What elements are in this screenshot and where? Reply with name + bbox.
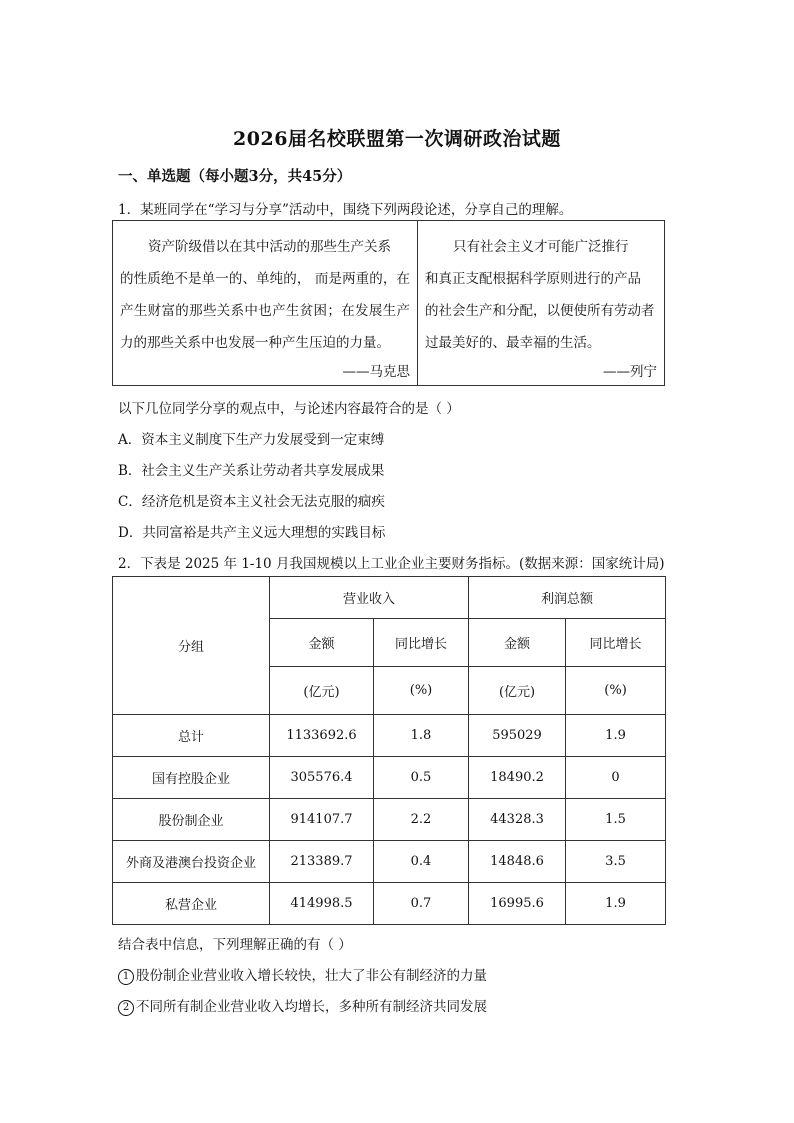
- table-cell: 14848.6: [469, 841, 566, 883]
- table-cell: 0: [566, 757, 666, 799]
- quote-box: [112, 220, 665, 386]
- q1-question: 以下几位同学分享的观点中，与论述内容最符合的是（ ）: [118, 401, 460, 417]
- q2-question: 结合表中信息，下列理解正确的有（ ）: [118, 937, 352, 953]
- table-cell: 国有控股企业: [113, 757, 270, 799]
- group-header: 分组: [113, 577, 270, 715]
- profit-header: 利润总额: [469, 577, 666, 619]
- q2-stem: 2．下表是 2025 年 1-10 月我国规模以上工业企业主要财务指标。(数据来源：国家统计局): [118, 556, 665, 572]
- quote-line: 力的那些关系中也发展一种产生压迫的力量。: [120, 335, 390, 351]
- revenue-header: 营业收入: [270, 577, 469, 619]
- statement-text: 股份制企业营业收入增长较快，壮大了非公有制经济的力量: [136, 968, 487, 984]
- table-row: [113, 715, 666, 757]
- quote-line: 只有社会主义才可能广泛推行: [453, 239, 629, 255]
- table-cell: 18490.2: [469, 757, 566, 799]
- financial-table: [112, 576, 666, 925]
- quote-line: 产生财富的那些关系中也产生贫困；在发展生产: [120, 303, 410, 319]
- table-cell: 2.2: [374, 799, 469, 841]
- table-cell: 私营企业: [113, 883, 270, 925]
- amount-header: 金额: [270, 619, 374, 667]
- table-cell: 0.7: [374, 883, 469, 925]
- table-cell: 0.5: [374, 757, 469, 799]
- lenin-quote: [418, 221, 664, 385]
- table-cell: 0.4: [374, 841, 469, 883]
- quote-line: 资产阶级借以在其中活动的那些生产关系: [148, 239, 391, 255]
- option-d: D．共同富裕是共产主义远大理想的实践目标: [118, 525, 386, 541]
- circled-number: 1: [118, 969, 134, 985]
- table-cell: 1.9: [566, 883, 666, 925]
- table-cell: 1.9: [566, 715, 666, 757]
- quote-line: 的社会生产和分配，以便使所有劳动者: [425, 303, 655, 319]
- table-row: [113, 841, 666, 883]
- unit-amount: (亿元): [270, 667, 374, 715]
- unit-percent: (%): [374, 667, 469, 715]
- page-title: 2026届名校联盟第一次调研政治试题: [233, 128, 561, 150]
- table-cell: 44328.3: [469, 799, 566, 841]
- quote-line: 和真正支配根据科学原则进行的产品: [425, 271, 641, 287]
- table-cell: 213389.7: [270, 841, 374, 883]
- table-row: [113, 799, 666, 841]
- option-c: C．经济危机是资本主义社会无法克服的痼疾: [118, 494, 385, 510]
- table-cell: 1.5: [566, 799, 666, 841]
- marx-quote: [113, 221, 418, 385]
- unit-percent: (%): [566, 667, 666, 715]
- table-cell: 414998.5: [270, 883, 374, 925]
- amount-header: 金额: [469, 619, 566, 667]
- table-cell: 1.8: [374, 715, 469, 757]
- statement-text: 不同所有制企业营业收入均增长，多种所有制经济共同发展: [136, 999, 487, 1015]
- growth-header: 同比增长: [566, 619, 666, 667]
- quote-author: ——列宁: [603, 364, 657, 380]
- option-a: A．资本主义制度下生产力发展受到一定束缚: [118, 432, 385, 448]
- quote-line: 过最美好的、最幸福的生活。: [425, 335, 601, 351]
- table-cell: 305576.4: [270, 757, 374, 799]
- section-title: 一、单选题（每小题3分，共45分）: [118, 168, 352, 185]
- table-row: [113, 757, 666, 799]
- table-cell: 595029: [469, 715, 566, 757]
- quote-author: ——马克思: [342, 364, 410, 380]
- quote-line: 的性质绝不是单一的、单纯的， 而是两重的，在: [120, 271, 410, 287]
- option-b: B．社会主义生产关系让劳动者共享发展成果: [118, 463, 385, 479]
- circled-number: 2: [118, 1000, 134, 1016]
- table-cell: 3.5: [566, 841, 666, 883]
- growth-header: 同比增长: [374, 619, 469, 667]
- q1-stem: 1．某班同学在“学习与分享”活动中，围绕下列两段论述，分享自己的理解。: [118, 202, 573, 218]
- statement-2: [118, 995, 487, 1016]
- table-cell: 914107.7: [270, 799, 374, 841]
- table-cell: 外商及港澳台投资企业: [113, 841, 270, 883]
- table-row: [113, 883, 666, 925]
- table-cell: 股份制企业: [113, 799, 270, 841]
- statement-1: [118, 964, 487, 985]
- unit-amount: (亿元): [469, 667, 566, 715]
- table-cell: 16995.6: [469, 883, 566, 925]
- table-cell: 总计: [113, 715, 270, 757]
- table-cell: 1133692.6: [270, 715, 374, 757]
